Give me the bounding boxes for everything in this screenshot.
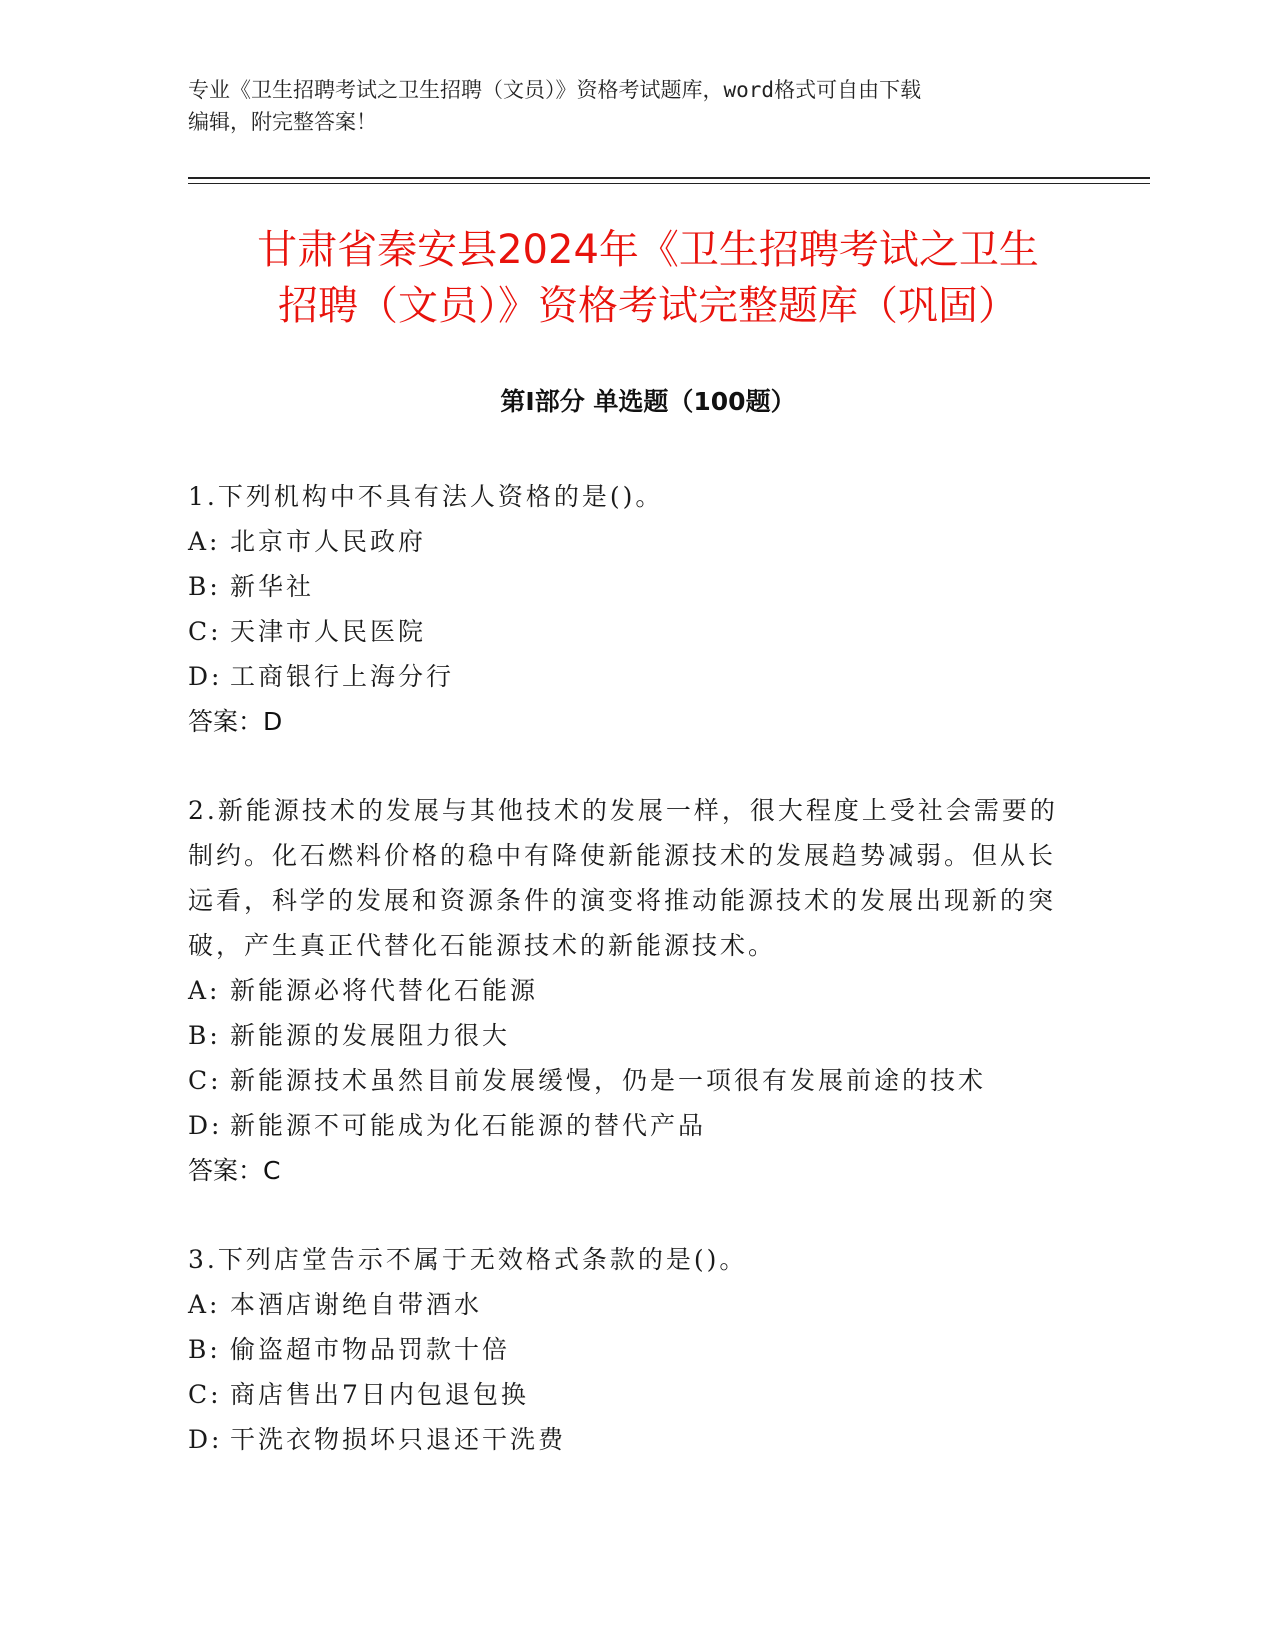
option-letter: B:	[188, 1021, 221, 1050]
header-note-line-2: 编辑，附完整答案！	[188, 110, 377, 134]
question-stem: 1.下列机构中不具有法人资格的是()。	[188, 482, 664, 511]
option-d	[188, 1417, 1068, 1462]
header-rule-thin	[188, 183, 1150, 184]
option-letter: B:	[188, 1335, 221, 1364]
option-letter: A:	[188, 1290, 221, 1319]
option-text: 本酒店谢绝自带酒水	[230, 1290, 483, 1319]
option-letter: D:	[188, 662, 223, 691]
header-note-line-1: 专业《卫生招聘考试之卫生招聘（文员）》资格考试题库，word格式可自由下载	[188, 78, 922, 102]
option-text: 新华社	[230, 572, 315, 601]
option-c	[188, 1058, 1068, 1103]
option-d	[188, 1103, 1068, 1148]
option-text: 新能源的发展阻力很大	[230, 1021, 511, 1050]
document-title-line-1: 甘肃省秦安县2024年《卫生招聘考试之卫生	[257, 227, 1039, 273]
option-letter: B:	[188, 572, 221, 601]
option-d	[188, 654, 1068, 699]
option-text: 干洗衣物损坏只退还干洗费	[230, 1425, 567, 1454]
option-letter: D:	[188, 1111, 223, 1140]
question-stem: 2.新能源技术的发展与其他技术的发展一样，很大程度上受社会需要的制约。化石燃料价格的稳中有降使新能源技术的发展趋势减弱。但从长远看，科学的发展和资源条件的演变将推动能源技术的发展出现新的突破，产生真正代替化石能源技术的新能源技术。	[188, 796, 1058, 960]
option-text: 工商银行上海分行	[230, 662, 455, 691]
option-a	[188, 519, 1068, 564]
option-text: 偷盗超市物品罚款十倍	[230, 1335, 511, 1364]
option-letter: C:	[188, 617, 222, 646]
question-2	[188, 788, 1068, 1193]
header-note	[188, 74, 1088, 138]
answer: 答案：C	[188, 1156, 281, 1185]
option-letter: A:	[188, 527, 221, 556]
option-b	[188, 1013, 1068, 1058]
option-b	[188, 1327, 1068, 1372]
option-text: 北京市人民政府	[230, 527, 427, 556]
option-c	[188, 609, 1068, 654]
answer: 答案：D	[188, 707, 283, 736]
question-3	[188, 1237, 1068, 1462]
option-text: 新能源必将代替化石能源	[230, 976, 539, 1005]
document-title	[188, 222, 1108, 334]
option-text: 新能源技术虽然目前发展缓慢，仍是一项很有发展前途的技术	[230, 1066, 987, 1095]
document-title-line-2: 招聘（文员）》资格考试完整题库（巩固）	[278, 283, 1018, 329]
option-letter: C:	[188, 1380, 222, 1409]
question-list	[188, 474, 1068, 1462]
option-letter: D:	[188, 1425, 223, 1454]
option-letter: C:	[188, 1066, 222, 1095]
option-b	[188, 564, 1068, 609]
question-stem: 3.下列店堂告示不属于无效格式条款的是()。	[188, 1245, 748, 1274]
option-text: 商店售出7日内包退包换	[230, 1380, 529, 1409]
option-c	[188, 1372, 1068, 1417]
option-a	[188, 1282, 1068, 1327]
section-title: 第Ⅰ部分 单选题（100题）	[500, 387, 796, 416]
question-1	[188, 474, 1068, 744]
header-rule-thick	[188, 177, 1150, 179]
option-a	[188, 968, 1068, 1013]
option-text: 新能源不可能成为化石能源的替代产品	[230, 1111, 707, 1140]
option-letter: A:	[188, 976, 221, 1005]
option-text: 天津市人民医院	[230, 617, 427, 646]
